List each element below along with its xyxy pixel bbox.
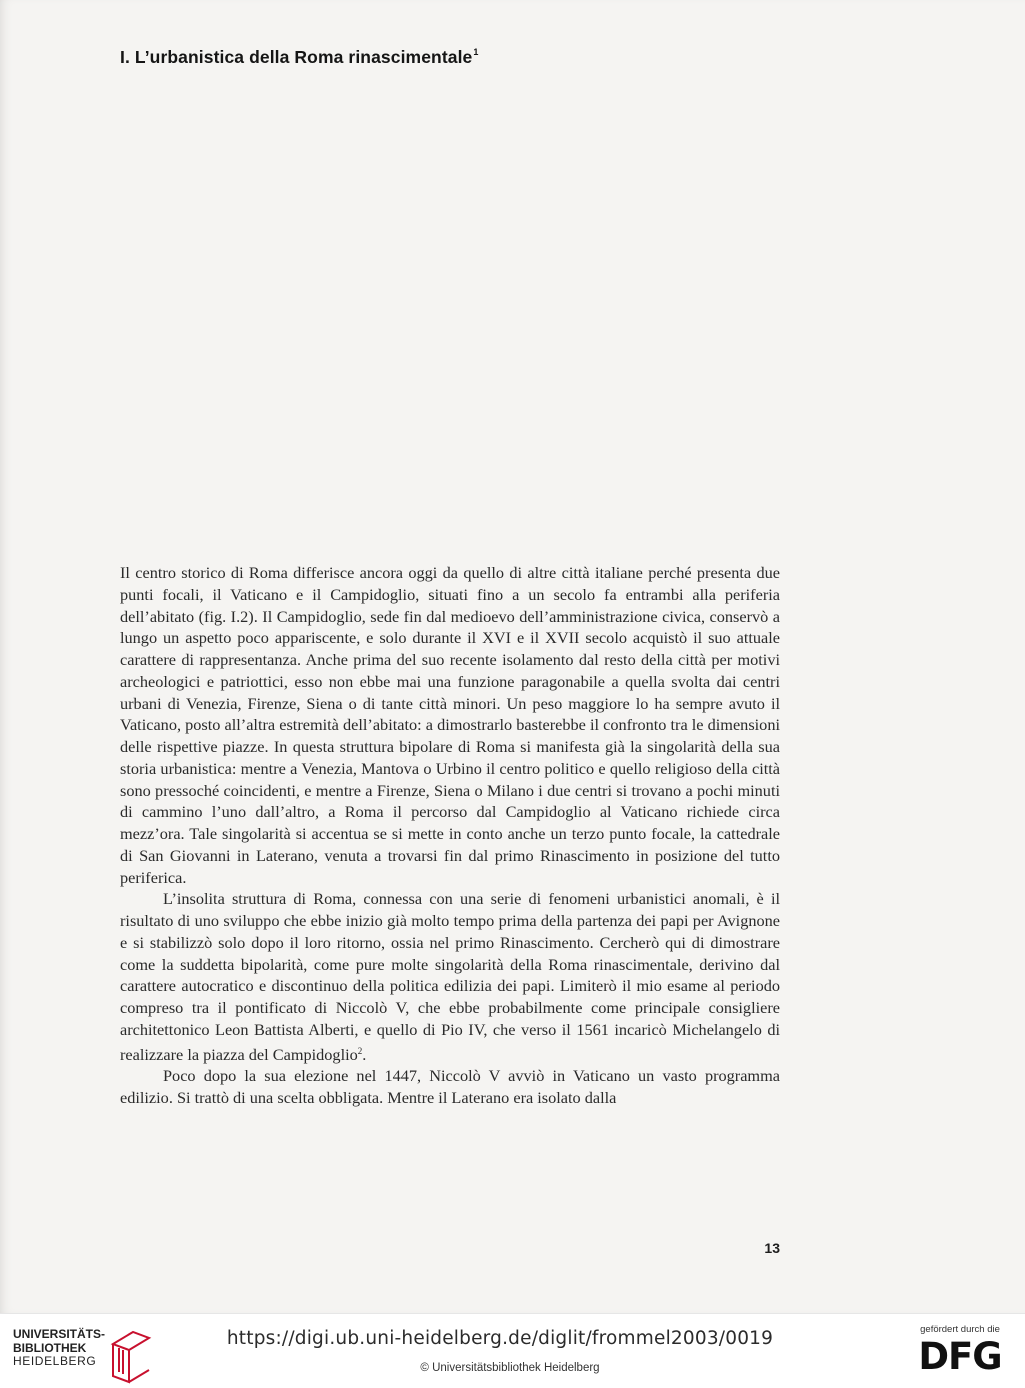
library-emblem-icon [105, 1328, 155, 1384]
dfg-funding-note: gefördert durch die [920, 1324, 1000, 1335]
paragraph-3: Poco dopo la sua elezione nel 1447, Niccolò V avviò in Vaticano un vasto programma edilizio. Si trattò di una scelta obbligata. Mentre il Laterano era isolato dalla [120, 1066, 780, 1107]
library-logo[interactable] [13, 1328, 163, 1384]
viewer-footer [0, 1313, 1025, 1388]
permalink-url[interactable]: https://digi.ub.uni-heidelberg.de/diglit/frommel2003/0019 [226, 1328, 774, 1349]
paragraph-1: Il centro storico di Roma differisce ancora oggi da quello di altre città italiane perché presenta due punti focali, il Vaticano e il Campidoglio, situati fino a un secolo fa entrambi alla periferia dell’abitato (fig. I.2). Il Campidoglio, sede fin dal medioevo dell’amministrazione civica, conservò a lungo un aspetto poco appariscente, e solo durante il XVI e il XVII secolo acquistò il suo attuale carattere di rappresentanza. Anche prima del suo recente isolamento dal resto della città per motivi archeologici e patriottici, esso non ebbe mai una funzione paragonabile a quella svolta dai centri urbani di Venezia, Firenze, Siena o di tante città minori. Un peso maggiore lo ha sempre avuto il Vaticano, posto all’altra estremità dell’abitato: a dimostrarlo basterebbe il confronto tra le dimensioni delle rispettive piazze. In questa struttura bipolare di Roma si manifesta già la singolarità della sua storia urbanistica: mentre a Venezia, Mantova o Urbino il centro politico e quello religioso della città sono pressoché coincidenti, e mentre a Firenze, Siena o Milano i due centri si trovano a pochi minuti di cammino l’uno dall’altro, a Roma il percorso dal Campidoglio al Vaticano richiede circa mezz’ora. Tale singolarità si accentua se si mette in conto anche un terzo punto focale, la cattedrale di San Giovanni in Laterano, venuta a trovarsi fin dal primo Rinascimento in posizione del tutto periferica. [120, 563, 780, 887]
page-number: 13 [764, 1240, 780, 1256]
paragraph-2 [120, 888, 780, 1065]
chapter-title-text: I. L’urbanistica della Roma rinascimentale [120, 47, 473, 67]
paragraph-2-end: . [362, 1044, 367, 1064]
body-text [120, 562, 780, 1109]
library-name-line1: UNIVERSITÄTS- [13, 1327, 106, 1341]
footnote-mark-1: 1 [473, 47, 479, 57]
library-name-line2: BIBLIOTHEK [13, 1340, 87, 1355]
paragraph-2-text: L’insolita struttura di Roma, connessa con una serie di fenomeni urbanistici anomali, è il risultato di uno sviluppo che ebbe inizio già molto tempo prima della partenza dei papi per Avignone e si stabilizzò solo dopo il loro ritorno, ossia nel primo Rinascimento. Cercherò qui di dimostrare come la suddetta bipolarità, come pure molte singolarità della Roma rinascimentale, derivino dal carattere autocratico e discontinuo della politica edilizia dei papi. Limiterò il mio esame al periodo compreso tra il pontificato di Niccolò V, che ebbe probabilmente come principale consigliere architettonico Leon Battista Alberti, e quello di Pio IV, che verso il 1561 incaricò Michelangelo di realizzare la piazza del Campidoglio [120, 889, 780, 1064]
copyright-notice: © Universitätsbibliothek Heidelberg [420, 1362, 600, 1374]
dfg-logo[interactable] [905, 1324, 1015, 1376]
dfg-wordmark: DFG [918, 1335, 1002, 1378]
footnote-mark-2: 2 [357, 1045, 363, 1056]
library-name-line3: HEIDELBERG [13, 1354, 97, 1368]
chapter-title [120, 47, 479, 68]
